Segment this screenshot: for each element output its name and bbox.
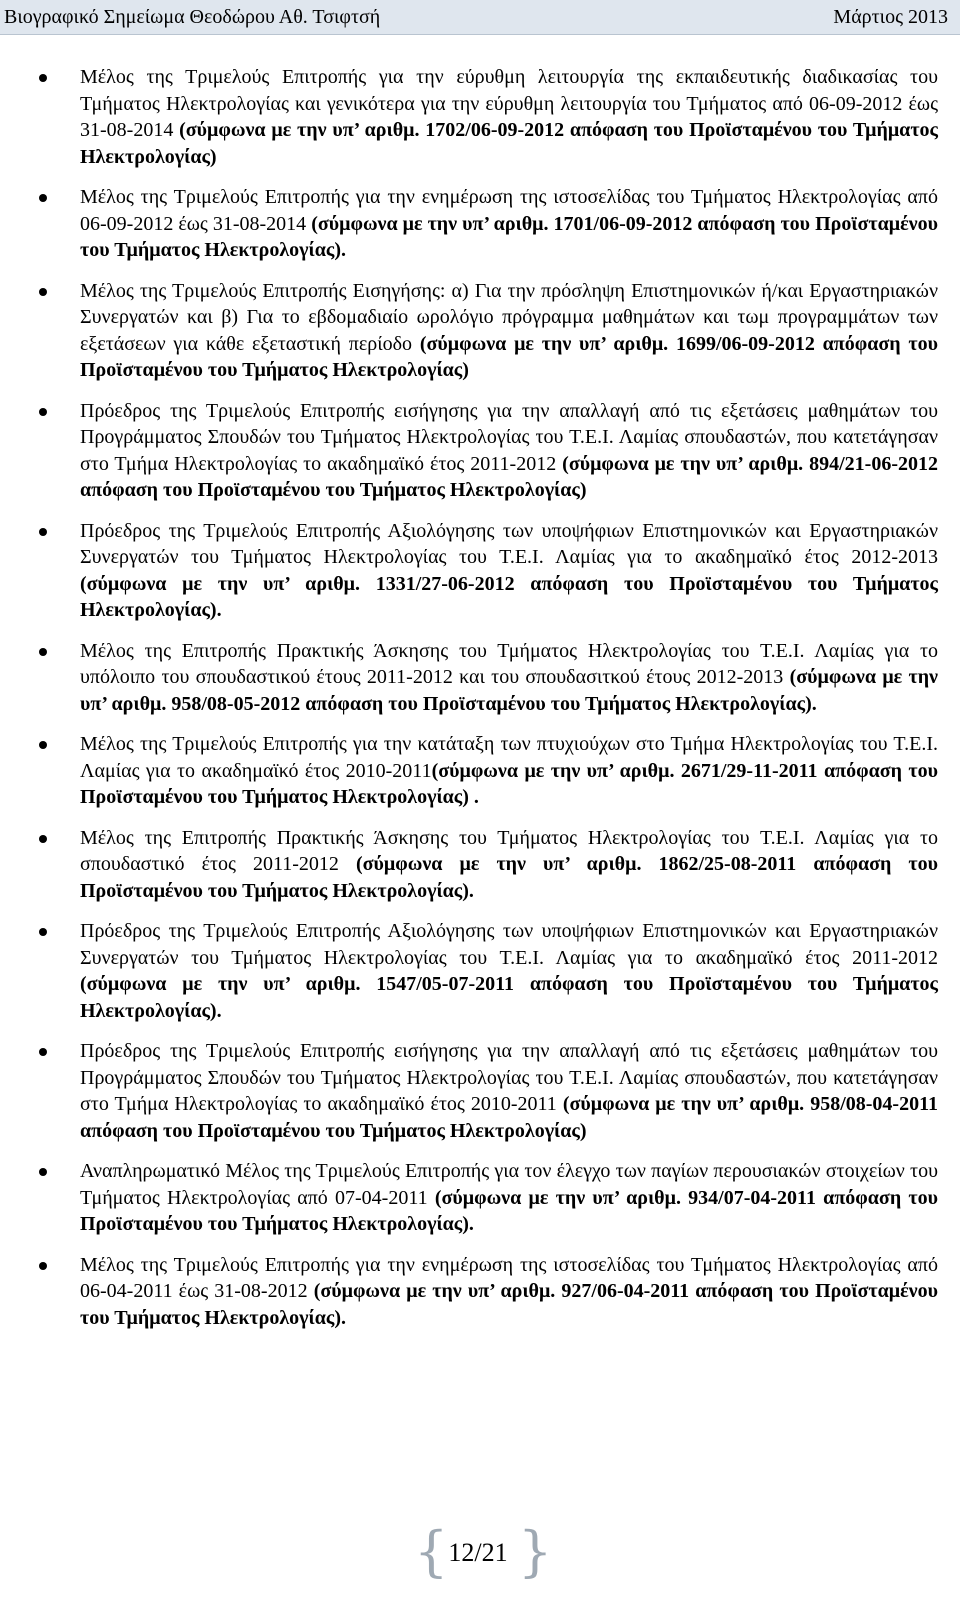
item-text: Μέλος της Τριμελούς Επιτροπής για την κατάταξη των πτυχιούχων στο Τμήμα Ηλεκτρολογίας του Τ.Ε.Ι. Λαμίας για το ακαδημαϊκό έτος 2010-2011 bbox=[80, 733, 938, 782]
item-reference: (σύμφωνα με την υπ’ αριθμ. 1547/05-07-2011 απόφαση του Προϊσταμένου του Τμήματος Ηλεκτρολογίας). bbox=[80, 973, 938, 1022]
bullet-icon bbox=[39, 408, 47, 416]
item-text: Μέλος της Τριμελούς Επιτροπής για την εύρυθμη λειτουργία της εκπαιδευτικής διαδικασίας του Τμήματος Ηλεκτρολογίας και γενικότερα για την εύρυθμη λειτουργία του Τμήματος από 06-09-2012 έως 31-08-2014 bbox=[80, 66, 938, 141]
list-item bbox=[0, 278, 960, 384]
item-reference: (σύμφωνα με την υπ’ αριθμ. 2671/29-11-2011 απόφαση του Προϊσταμένου του Τμήματος Ηλεκτρολογίας) . bbox=[80, 759, 938, 808]
item-reference: (σύμφωνα με την υπ’ αριθμ. 894/21-06-2012 απόφαση του Προϊσταμένου του Τμήματος Ηλεκτρολογίας) bbox=[80, 452, 938, 501]
header-title: Βιογραφικό Σημείωμα Θεοδώρου Αθ. Τσιφτσή bbox=[4, 6, 381, 28]
list-item bbox=[0, 184, 960, 264]
item-reference: (σύμφωνα με την υπ’ αριθμ. 1862/25-08-2011 απόφαση του Προϊσταμένου του Τμήματος Ηλεκτρολογίας). bbox=[80, 853, 938, 902]
list-item bbox=[0, 64, 960, 170]
bullet-icon bbox=[39, 835, 47, 843]
bullet-icon bbox=[39, 288, 47, 296]
item-text: Μέλος της Τριμελούς Επιτροπής Εισηγήσης: α) Για την πρόσληψη Επιστημονικών ή/και Εργαστηριακών Συνεργατών και β) Για το εβδομαδιαίο ωρολόγιο πρόγραμμα μαθημάτων και τωμ προγραμμάτων των εξετάσεων για κάθε εξεταστική περίοδο bbox=[80, 279, 938, 355]
item-reference: (σύμφωνα με την υπ’ αριθμ. 1702/06-09-2012 απόφαση του Προϊσταμένου του Τμήματος Ηλεκτρολογίας) bbox=[80, 119, 938, 168]
bullet-icon bbox=[39, 928, 47, 936]
item-text: Μέλος της Επιτροπής Πρακτικής Άσκησης του Τμήματος Ηλεκτρολογίας του Τ.Ε.Ι. Λαμίας για το σπουδαστικό έτος 2011-2012 bbox=[80, 826, 938, 875]
bullet-icon bbox=[39, 1168, 47, 1176]
item-text: Μέλος της Τριμελούς Επιτροπής για την ενημέρωση της ιστοσελίδας του Τμήματος Ηλεκτρολογίας από 06-09-2012 έως 31-08-2014 bbox=[80, 186, 938, 235]
bullet-icon bbox=[39, 74, 47, 82]
item-text: Μέλος της Επιτροπής Πρακτικής Άσκησης του Τμήματος Ηλεκτρολογίας του Τ.Ε.Ι. Λαμίας για το υπόλοιπο του σπουδαστικού έτους 2011-2012 και του σπουδασιτκού έτους 2012-2013 bbox=[80, 639, 938, 688]
right-brace-icon: } bbox=[518, 1520, 553, 1583]
bullet-icon bbox=[39, 1048, 47, 1056]
item-reference: (σύμφωνα με την υπ’ αριθμ. 958/08-04-2011 απόφαση του Προϊσταμένου του Τμήματος Ηλεκτρολογίας) bbox=[80, 1093, 938, 1142]
item-reference: (σύμφωνα με την υπ’ αριθμ. 958/08-05-2012 απόφαση του Προϊσταμένου του Τμήματος Ηλεκτρολογίας). bbox=[80, 666, 938, 715]
item-text: Αναπληρωματικό Μέλος της Τριμελούς Επιτροπής για τον έλεγχο των παγίων περουσιακών στοιχείων του Τμήματος Ηλεκτρολογίας από 07-04-2011 bbox=[80, 1160, 938, 1209]
list-item bbox=[0, 1252, 960, 1332]
bullet-icon bbox=[39, 528, 47, 536]
bullet-icon bbox=[39, 1262, 47, 1270]
item-text: Πρόεδρος της Τριμελούς Επιτροπής Αξιολόγησης των υποψήφιων Επιστημονικών και Εργαστηριακών Συνεργατών του Τμήματος Ηλεκτρολογίας του Τ.Ε.Ι. Λαμίας για το ακαδημαϊκό έτος 2012-2013 bbox=[80, 519, 938, 568]
page-header bbox=[0, 0, 960, 35]
item-reference: (σύμφωνα με την υπ’ αριθμ. 1331/27-06-2012 απόφαση του Προϊσταμένου του Τμήματος Ηλεκτρολογίας). bbox=[80, 572, 938, 621]
list-item bbox=[0, 1158, 960, 1238]
item-reference: (σύμφωνα με την υπ’ αριθμ. 927/06-04-2011 απόφαση του Προϊσταμένου του Τμήματος Ηλεκτρολογίας). bbox=[80, 1280, 938, 1329]
committee-list bbox=[0, 64, 960, 1345]
item-reference: (σύμφωνα με την υπ’ αριθμ. 1699/06-09-2012 απόφαση του Προϊσταμένου του Τμήματος Ηλεκτρολογίας) bbox=[80, 332, 939, 381]
item-reference: (σύμφωνα με την υπ’ αριθμ. 934/07-04-2011 απόφαση του Προϊσταμένου του Τμήματος Ηλεκτρολογίας). bbox=[80, 1186, 938, 1235]
item-text: Πρόεδρος της Τριμελούς Επιτροπής Αξιολόγησης των υποψήφιων Επιστημονικών και Εργαστηριακών Συνεργατών του Τμήματος Ηλεκτρολογίας του Τ.Ε.Ι. Λαμίας για το ακαδημαϊκό έτος 2011-2012 bbox=[80, 920, 938, 969]
item-text: Μέλος της Τριμελούς Επιτροπής για την ενημέρωση της ιστοσελίδας του Τμήματος Ηλεκτρολογίας από 06-04-2011 έως 31-08-2012 bbox=[80, 1253, 938, 1302]
list-item bbox=[0, 918, 960, 1024]
header-date: Μάρτιος 2013 bbox=[833, 6, 948, 28]
list-item bbox=[0, 398, 960, 504]
item-text: Πρόεδρος της Τριμελούς Επιτροπής εισήγησης για την απαλλαγή από τις εξετάσεις μαθημάτων του Προγράμματος Σπουδών του Τμήματος Ηλεκτρολογίας του Τ.Ε.Ι. Λαμίας σπουδαστών, που κατετάγησαν στο Τμήμα Ηλεκτρολογίας το ακαδημαϊκό έτος 2010-2011 bbox=[80, 1040, 938, 1115]
page-number: 12/21 bbox=[448, 1538, 508, 1567]
bullet-icon bbox=[39, 741, 47, 749]
page-footer bbox=[0, 1522, 960, 1582]
left-brace-icon: { bbox=[414, 1520, 449, 1583]
list-item bbox=[0, 825, 960, 905]
bullet-icon bbox=[39, 194, 47, 202]
item-text: Πρόεδρος της Τριμελούς Επιτροπής εισήγησης για την απαλλαγή από τις εξετάσεις μαθημάτων του Προγράμματος Σπουδών του Τμήματος Ηλεκτρολογίας του Τ.Ε.Ι. Λαμίας σπουδαστών, που κατετάγησαν στο Τμήμα Ηλεκτρολογίας το ακαδημαϊκό έτος 2011-2012 bbox=[80, 399, 938, 475]
item-reference: (σύμφωνα με την υπ’ αριθμ. 1701/06-09-2012 απόφαση του Προϊσταμένου του Τμήματος Ηλεκτρολογίας). bbox=[80, 212, 938, 261]
list-item bbox=[0, 731, 960, 811]
bullet-icon bbox=[39, 648, 47, 656]
list-item bbox=[0, 638, 960, 718]
list-item bbox=[0, 518, 960, 624]
list-item bbox=[0, 1038, 960, 1144]
